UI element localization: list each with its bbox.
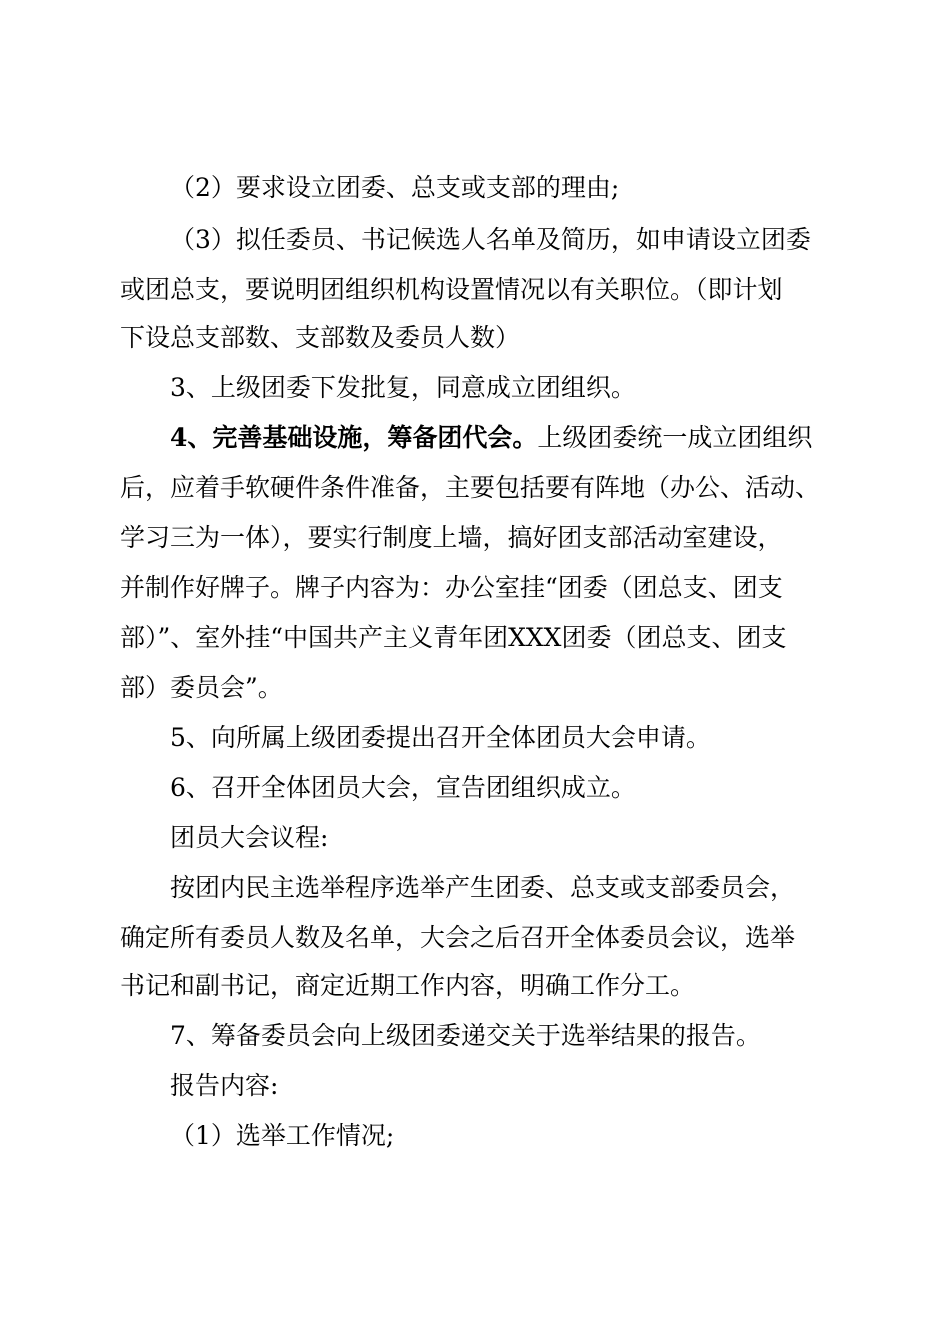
paragraph-line: 5、向所属上级团委提出召开全体团员大会申请。	[170, 723, 711, 752]
paragraph-line: 报告内容:	[170, 1071, 279, 1100]
paragraph-line: 7、筹备委员会向上级团委递交关于选举结果的报告。	[170, 1021, 761, 1050]
paragraph-line: 6、召开全体团员大会，宣告团组织成立。	[170, 773, 636, 802]
paragraph-line: 部）”、室外挂“中国共产主义青年团XXX团委（团总支、团支	[120, 623, 787, 652]
paragraph-line: 并制作好牌子。牌子内容为：办公室挂“团委（团总支、团支	[120, 573, 783, 602]
paragraph-line: （1）选举工作情况;	[170, 1121, 395, 1150]
paragraph-line: 3、上级团委下发批复，同意成立团组织。	[170, 373, 636, 402]
paragraph-line: 书记和副书记，商定近期工作内容，明确工作分工。	[120, 971, 696, 1000]
section-heading: 4、完善基础设施，筹备团代会。	[170, 423, 538, 452]
paragraph-line: （3）拟任委员、书记候选人名单及简历，如申请设立团委	[170, 225, 811, 254]
paragraph-line: 后，应着手软硬件条件准备，主要包括要有阵地（办公、活动、	[120, 473, 821, 502]
paragraph-line: 按团内民主选举程序选举产生团委、总支或支部委员会，	[170, 873, 796, 902]
paragraph-line: 学习三为一体），要实行制度上墙，搞好团支部活动室建设，	[120, 523, 783, 552]
paragraph-line: 团员大会议程:	[170, 823, 329, 852]
paragraph-line: （2）要求设立团委、总支或支部的理由;	[170, 173, 620, 202]
paragraph-text: 上级团委统一成立团组织	[537, 423, 813, 452]
paragraph-line: 或团总支，要说明团组织机构设置情况以有关职位。（即计划	[120, 275, 783, 304]
paragraph-line: 确定所有委员人数及名单，大会之后召开全体委员会议，选举	[120, 923, 796, 952]
paragraph-line	[170, 422, 812, 454]
paragraph-line: 下设总支部数、支部数及委员人数）	[120, 323, 521, 352]
paragraph-line: 部）委员会”。	[120, 673, 283, 702]
